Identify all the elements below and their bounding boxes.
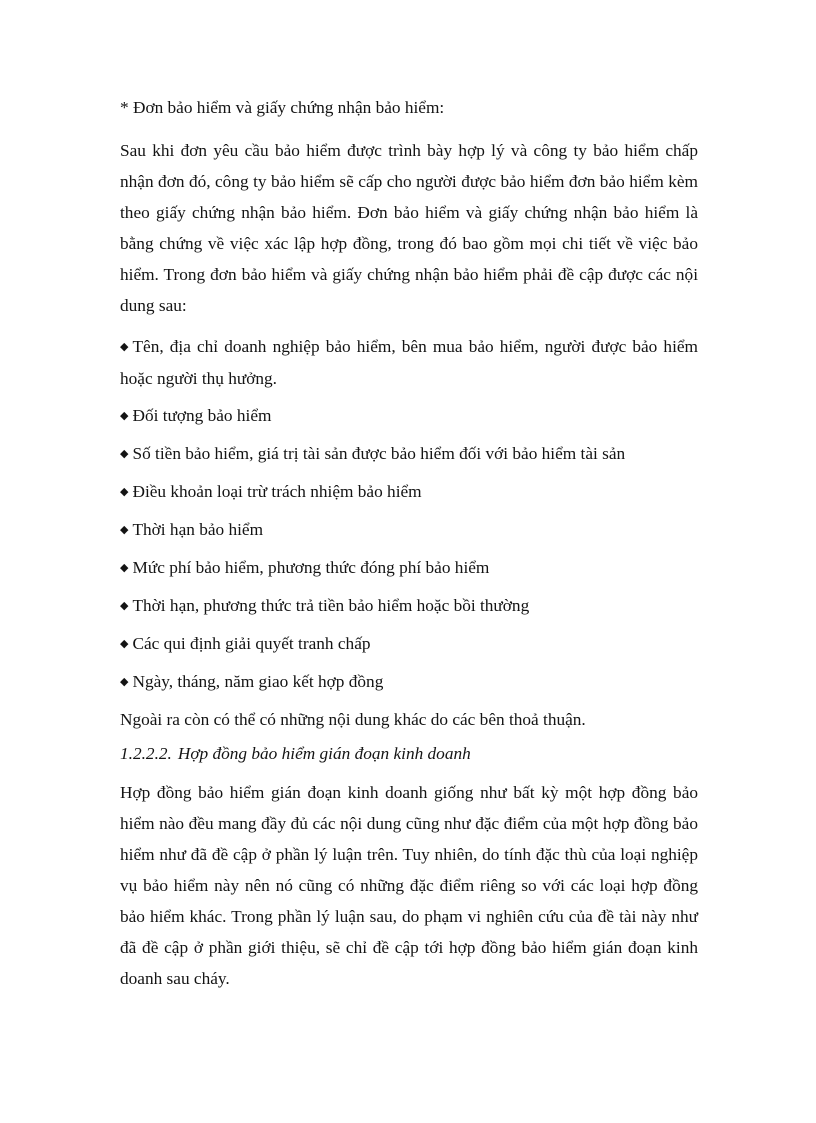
section-paragraph: Hợp đồng bảo hiểm gián đoạn kinh doanh giống như bất kỳ một hợp đồng bảo hiểm nào đều mang đầy đủ các nội dung cũng như đặc điểm của một hợp đồng bảo hiểm như đã đề cập ở phần lý luận trên. Tuy nhiên, do tính đặc thù của loại nghiệp vụ bảo hiểm này nên nó cũng có những đặc điểm riêng so với các loại hợp đồng bảo hiểm khác. Trong phần lý luận sau, do phạm vi nghiên cứu của đề tài này như đã đề cập ở phần giới thiệu, sẽ chỉ đề cập tới hợp đồng bảo hiểm gián đoạn kinh doanh sau cháy. [120,783,698,988]
closing-sentence: Ngoài ra còn có thể có những nội dung khác do các bên thoả thuận. [120,710,586,729]
intro-heading: * Đơn bảo hiểm và giấy chứng nhận bảo hiểm: [120,98,445,117]
bullet-item [120,514,698,546]
intro-paragraph: Sau khi đơn yêu cầu bảo hiểm được trình bày hợp lý và công ty bảo hiểm chấp nhận đơn đó, công ty bảo hiểm sẽ cấp cho người được bảo hiểm đơn bảo hiểm kèm theo giấy chứng nhận bảo hiểm. Đơn bảo hiểm và giấy chứng nhận bảo hiểm là bằng chứng về việc xác lập hợp đồng, trong đó bao gồm mọi chi tiết về việc bảo hiểm. Trong đơn bảo hiểm và giấy chứng nhận bảo hiểm phải đề cập được các nội dung sau: [120,141,698,315]
bullet-item [120,666,698,698]
bullet-item [120,552,698,584]
bullet-item [120,476,698,508]
bullet-item [120,628,698,660]
bullet-text: Thời hạn bảo hiểm [132,520,264,539]
diamond-bullet-icon: ◆ [120,638,129,650]
document-page [120,97,698,999]
diamond-bullet-icon: ◆ [120,448,129,460]
diamond-bullet-icon: ◆ [120,562,129,574]
diamond-bullet-icon: ◆ [120,524,129,536]
bullet-text: Ngày, tháng, năm giao kết hợp đồng [132,672,384,691]
bullet-text: Các qui định giải quyết tranh chấp [132,634,371,653]
content-bullet-list [120,331,698,698]
bullet-text: Thời hạn, phương thức trả tiền bảo hiểm hoặc bồi thường [132,596,530,615]
diamond-bullet-icon: ◆ [120,600,129,612]
bullet-text: Điều khoản loại trừ trách nhiệm bảo hiểm [132,482,422,501]
diamond-bullet-icon: ◆ [120,486,129,498]
diamond-bullet-icon: ◆ [120,341,129,353]
section-title: Hợp đồng bảo hiểm gián đoạn kinh doanh [177,744,471,763]
bullet-text: Tên, địa chỉ doanh nghiệp bảo hiểm, bên mua bảo hiểm, người được bảo hiểm hoặc người thụ hưởng. [120,337,698,388]
section-heading [120,738,698,769]
bullet-item [120,438,698,470]
bullet-item [120,400,698,432]
bullet-text: Mức phí bảo hiểm, phương thức đóng phí bảo hiểm [132,558,490,577]
diamond-bullet-icon: ◆ [120,410,129,422]
section-number: 1.2.2.2. [120,744,172,763]
diamond-bullet-icon: ◆ [120,676,129,688]
bullet-text: Số tiền bảo hiểm, giá trị tài sản được bảo hiểm đối với bảo hiểm tài sản [132,444,626,463]
bullet-item [120,331,698,394]
bullet-item [120,590,698,622]
bullet-text: Đối tượng bảo hiểm [132,406,272,425]
